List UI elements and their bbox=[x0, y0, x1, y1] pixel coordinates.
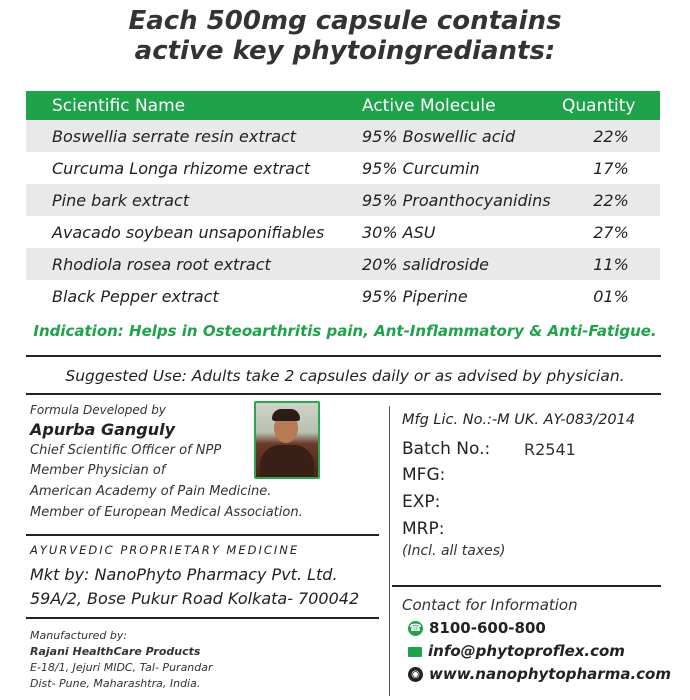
title-line-2: active key phytoingrediants: bbox=[134, 36, 556, 66]
formulator-line: Member Physician of bbox=[30, 463, 166, 478]
mfg-label: MFG: bbox=[402, 465, 446, 485]
cell-quantity: 01% bbox=[593, 286, 629, 306]
batch-label: Batch No.: bbox=[402, 439, 491, 459]
table-row bbox=[26, 152, 660, 184]
contact-phone-row bbox=[408, 619, 546, 637]
ayurvedic-label: AYURVEDIC PROPRIETARY MEDICINE bbox=[30, 543, 300, 557]
header-active-molecule: Active Molecule bbox=[362, 91, 562, 120]
header-scientific-name: Scientific Name bbox=[26, 91, 362, 120]
suggested-use-text: Suggested Use: Adults take 2 capsules daily or as advised by physician. bbox=[65, 367, 625, 385]
formulator-line: American Academy of Pain Medicine. bbox=[30, 484, 272, 499]
indication-text: Indication: Helps in Osteoarthritis pain, Ant-Inflammatory & Anti-Fatigue. bbox=[33, 322, 657, 340]
mfg-license: Mfg Lic. No.:-M UK. AY-083/2014 bbox=[402, 412, 636, 428]
ingredients-table bbox=[26, 91, 660, 312]
cell-scientific-name: Boswellia serrate resin extract bbox=[26, 120, 362, 152]
cell-quantity: 22% bbox=[562, 184, 660, 216]
manufacturer-name: Rajani HealthCare Products bbox=[30, 645, 201, 658]
marketer-line-2: 59A/2, Bose Pukur Road Kolkata- 700042 bbox=[30, 589, 360, 608]
manufacturer-address: Dist- Pune, Maharashtra, India. bbox=[30, 677, 201, 690]
mrp-label: MRP: bbox=[402, 519, 445, 539]
table-row bbox=[26, 216, 660, 248]
cell-active-molecule: 95% Curcumin bbox=[362, 158, 480, 178]
batch-value: R2541 bbox=[524, 440, 576, 459]
cell-active-molecule: 30% ASU bbox=[362, 222, 436, 242]
contact-website-row bbox=[408, 665, 671, 683]
incl-taxes: (Incl. all taxes) bbox=[402, 543, 506, 559]
marketer-line-1: Mkt by: NanoPhyto Pharmacy Pvt. Ltd. bbox=[30, 565, 338, 584]
header-quantity: Quantity bbox=[562, 91, 660, 120]
divider bbox=[26, 617, 379, 619]
divider bbox=[392, 585, 661, 587]
cell-quantity: 22% bbox=[562, 120, 660, 152]
manufactured-label: Manufactured by: bbox=[30, 629, 128, 642]
divider bbox=[26, 393, 661, 395]
email-icon bbox=[408, 647, 422, 657]
formulator-photo bbox=[254, 401, 320, 479]
column-divider bbox=[389, 406, 390, 696]
title-line-1: Each 500mg capsule contains bbox=[128, 6, 562, 36]
cell-active-molecule: 20% salidroside bbox=[362, 248, 562, 280]
cell-scientific-name: Black Pepper extract bbox=[52, 286, 219, 306]
contact-email[interactable]: info@phytoproflex.com bbox=[428, 642, 625, 660]
cell-scientific-name: Rhodiola rosea root extract bbox=[26, 248, 362, 280]
divider bbox=[26, 534, 379, 536]
cell-active-molecule: 95% Proanthocyanidins bbox=[362, 184, 562, 216]
formulator-line: Member of European Medical Association. bbox=[30, 505, 303, 520]
cell-quantity: 11% bbox=[562, 248, 660, 280]
formulator-name: Apurba Ganguly bbox=[30, 420, 176, 439]
formula-developed-label: Formula Developed by bbox=[30, 403, 166, 417]
divider bbox=[26, 355, 661, 357]
cell-scientific-name: Pine bark extract bbox=[26, 184, 362, 216]
table-row bbox=[26, 184, 660, 216]
cell-quantity: 17% bbox=[593, 158, 629, 178]
table-row bbox=[26, 248, 660, 280]
table-row bbox=[26, 280, 660, 312]
table-header-row bbox=[26, 91, 660, 120]
cell-scientific-name: Avacado soybean unsaponifiables bbox=[52, 222, 325, 242]
contact-website[interactable]: www.nanophytopharma.com bbox=[429, 665, 671, 683]
phone-icon: ☎ bbox=[409, 623, 422, 634]
table-row bbox=[26, 120, 660, 152]
cell-active-molecule: 95% Boswellic acid bbox=[362, 120, 562, 152]
manufacturer-address: E-18/1, Jejuri MIDC, Tal- Purandar bbox=[30, 661, 213, 674]
cell-scientific-name: Curcuma Longa rhizome extract bbox=[52, 158, 311, 178]
globe-icon: ◉ bbox=[408, 667, 423, 682]
exp-label: EXP: bbox=[402, 492, 441, 512]
formulator-line: Chief Scientific Officer of NPP bbox=[30, 443, 222, 458]
contact-heading: Contact for Information bbox=[402, 596, 578, 614]
cell-quantity: 27% bbox=[593, 222, 629, 242]
contact-phone[interactable]: 8100-600-800 bbox=[429, 619, 546, 637]
cell-active-molecule: 95% Piperine bbox=[362, 286, 468, 306]
contact-email-row bbox=[408, 642, 625, 660]
